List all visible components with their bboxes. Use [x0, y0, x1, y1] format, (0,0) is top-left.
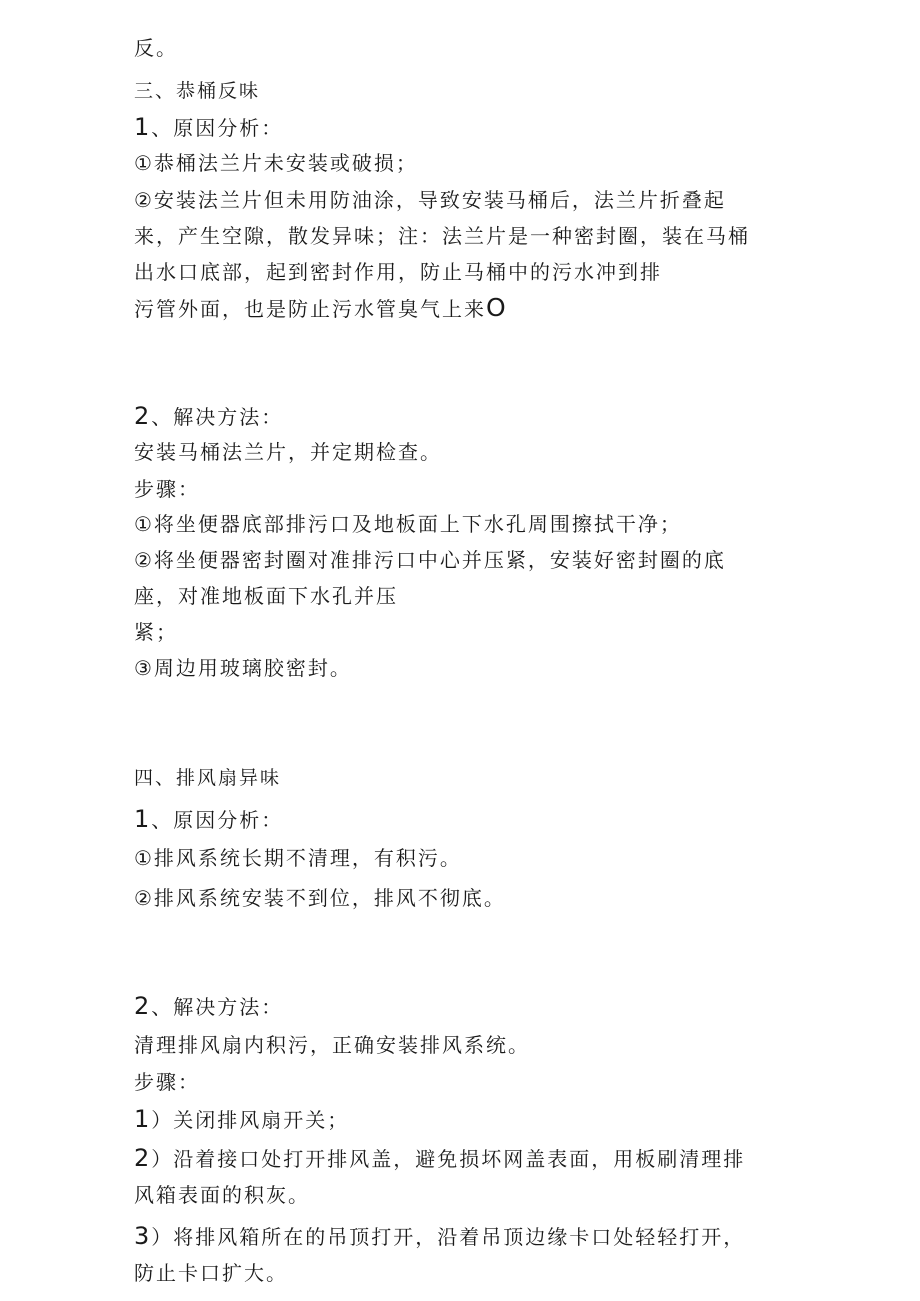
text-line: 出水口底部，起到密封作用，防止马桶中的污水冲到排 [134, 260, 662, 284]
subsection-heading: 1 、原因分析： [134, 805, 284, 833]
text-line: 风箱表面的积灰。 [134, 1183, 310, 1207]
text-line: 步骤： [134, 1070, 200, 1094]
text-line: 紧； [134, 620, 178, 644]
text-line: ③周边用玻璃胶密封。 [134, 656, 352, 680]
subsection-heading: 2 、解决方法： [134, 402, 284, 430]
list-item: 2 ）沿着接口处打开排风盖，避免损坏网盖表面，用板刷清理排 [134, 1144, 746, 1172]
list-item: 3 ）将排风箱所在的吊顶打开，沿着吊顶边缘卡口处轻轻打开， [134, 1222, 746, 1250]
section-heading: 三、恭桶反味 [134, 80, 261, 102]
subsection-heading: 1 、原因分析： [134, 113, 284, 141]
list-item: 1 ）关闭排风扇开关； [134, 1105, 350, 1133]
text-line: 反。 [134, 36, 178, 60]
subsection-heading: 2 、解决方法： [134, 992, 284, 1020]
text-line: ②将坐便器密封圈对准排污口中心并压紧，安装好密封圈的底 [134, 548, 726, 572]
text-line: 污管外面，也是防止污水管臭气上来O [134, 293, 506, 322]
text-line: ①排风系统长期不清理，有积污。 [134, 846, 462, 870]
text-line: 步骤： [134, 477, 200, 501]
text-line: 安装马桶法兰片，并定期检查。 [134, 440, 442, 464]
text-line: 防止卡口扩大。 [134, 1261, 288, 1285]
text-line: 清理排风扇内积污，正确安装排风系统。 [134, 1033, 530, 1057]
text-line: ①恭桶法兰片未安装或破损； [134, 151, 418, 175]
text-line: 来，产生空隙，散发异味；注：法兰片是一种密封圈，装在马桶 [134, 224, 750, 248]
text-line: 座，对准地板面下水孔并压 [134, 584, 398, 608]
section-heading: 四、排风扇异味 [134, 767, 282, 789]
text-line: ②安装法兰片但未用防油涂，导致安装马桶后，法兰片折叠起 [134, 188, 726, 212]
text-line: ①将坐便器底部排污口及地板面上下水孔周围擦拭干净； [134, 512, 682, 536]
text-line: ②排风系统安装不到位，排风不彻底。 [134, 886, 506, 910]
